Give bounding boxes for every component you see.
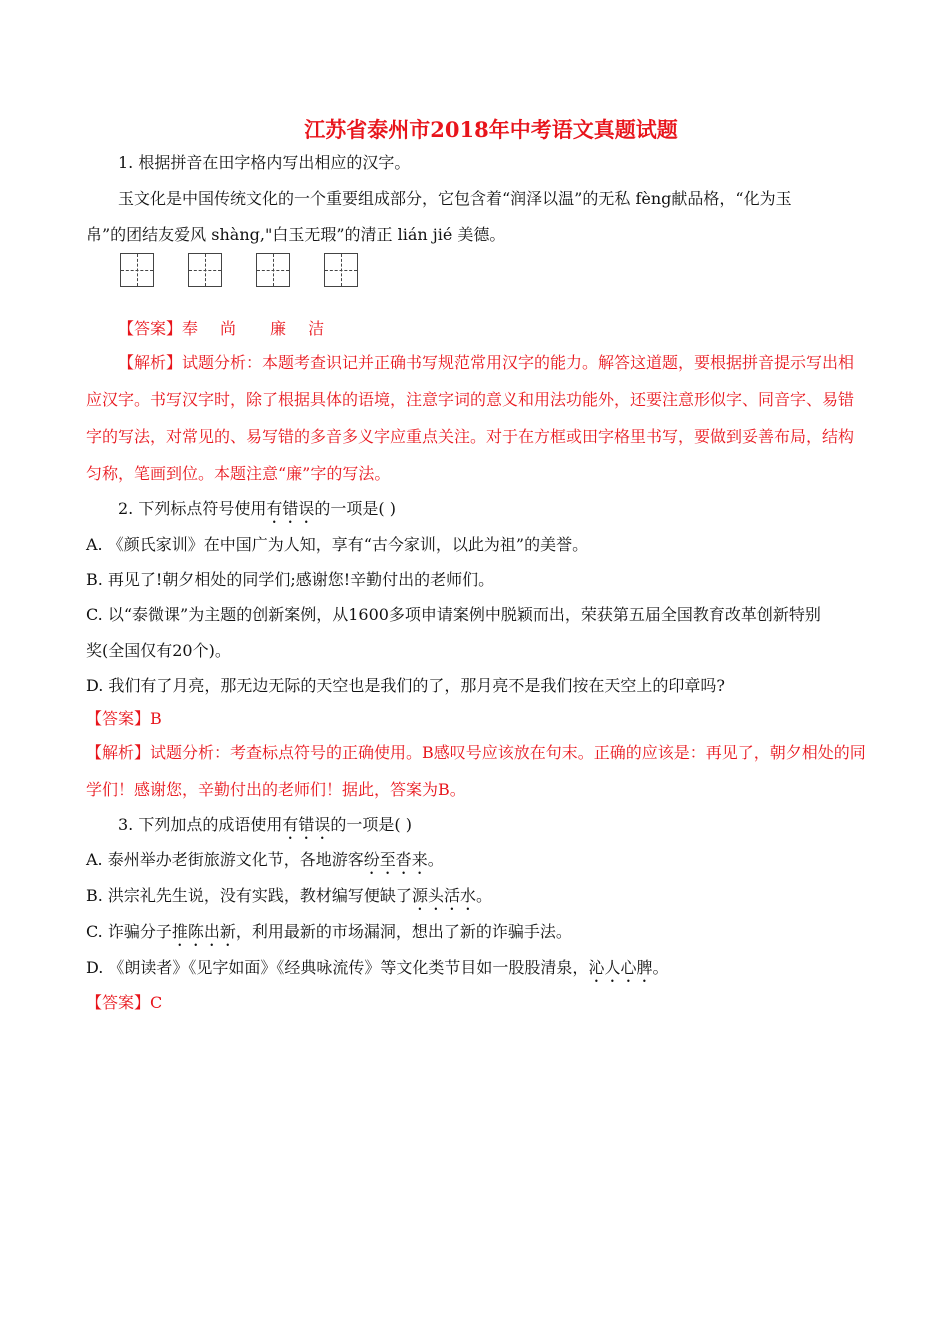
q3-option-a: A. 泰州举办老街旅游文化节，各地游客纷至沓来。: [86, 850, 444, 869]
q2-analysis-line1: 【解析】试题分析：考查标点符号的正确使用。B感叹号应该放在句末。正确的应该是：再见了，朝夕相处的同: [86, 743, 866, 762]
q2-option-d: D. 我们有了月亮，那无边无际的天空也是我们的了，那月亮不是我们按在天空上的印章吗?: [86, 676, 726, 695]
q1-text-line2: 帛”的团结友爱风 shàng,"白玉无瑕”的清正 lián jié 美德。: [86, 225, 506, 244]
q1-analysis-line3: 字的写法，对常见的、易写错的多音多义字应重点关注。对于在方框或田字格里书写，要做到妥善布局，结构: [86, 427, 855, 446]
q2-option-c-line2: 奖(全国仅有20个)。: [86, 641, 231, 660]
q3-idiom-b: 源头活水: [411, 886, 476, 905]
q3-idiom-d: 沁人心脾: [588, 958, 653, 977]
q2-emphasis: 有错误: [266, 499, 315, 518]
tianzi-grid-3: [256, 253, 290, 287]
tianzi-grid-1: [120, 253, 154, 287]
q1-analysis-line4: 匀称，笔画到位。本题注意“廉”字的写法。: [86, 464, 391, 483]
q1-answer-char-1: 奉: [182, 319, 199, 338]
q1-answer: [118, 318, 324, 340]
q2-option-c-line1: C. 以“泰微课”为主题的创新案例，从1600多项申请案例中脱颖而出，荣获第五届全国教育改革创新特别: [86, 605, 821, 624]
q3-idiom-c: 推陈出新: [171, 922, 236, 941]
q3-idiom-a: 纷至沓来: [363, 850, 428, 869]
q1-answer-char-2: 尚: [220, 319, 237, 338]
tianzi-grid-2: [188, 253, 222, 287]
q1-text-line1: 玉文化是中国传统文化的一个重要组成部分，它包含着“润泽以温”的无私 fèng献品格，“化为玉: [118, 189, 792, 208]
q1-question: 1. 根据拼音在田字格内写出相应的汉字。: [118, 153, 411, 172]
q2-analysis-line2: 学们！感谢您，辛勤付出的老师们！据此，答案为B。: [86, 780, 466, 799]
q2-question: 2. 下列标点符号使用有错误的一项是( ): [118, 499, 396, 518]
tianzi-grid-4: [324, 253, 358, 287]
q3-option-c: C. 诈骗分子推陈出新，利用最新的市场漏洞，想出了新的诈骗手法。: [86, 922, 572, 941]
q3-question: 3. 下列加点的成语使用有错误的一项是( ): [118, 815, 412, 834]
q1-answer-label: 【答案】: [118, 319, 183, 338]
q1-analysis-line2: 应汉字。书写汉字时，除了根据具体的语境，注意字词的意义和用法功能外，还要注意形似字、同音字、易错: [86, 390, 855, 409]
q3-option-b: B. 洪宗礼先生说，没有实践，教材编写便缺了源头活水。: [86, 886, 492, 905]
q3-answer: 【答案】C: [86, 993, 163, 1012]
q3-emphasis: 有错误: [282, 815, 331, 834]
q2-option-a: A. 《颜氏家训》在中国广为人知，享有“古今家训，以此为祖”的美誉。: [86, 535, 589, 554]
q1-answer-char-4: 洁: [308, 319, 325, 338]
q1-answer-char-3: 廉: [270, 319, 287, 338]
q2-analysis-label: 【解析】: [86, 743, 151, 762]
page-title: 江苏省泰州市2018年中考语文真题试题: [304, 117, 678, 142]
q2-answer-value: B: [150, 709, 162, 728]
q1-analysis-line1: 【解析】试题分析：本题考查识记并正确书写规范常用汉字的能力。解答这道题，要根据拼音提示写出相: [118, 353, 855, 372]
q1-analysis-label: 【解析】: [118, 353, 183, 372]
q3-answer-value: C: [150, 993, 163, 1012]
q3-option-d: D. 《朗读者》《见字如面》《经典咏流传》等文化类节目如一股股清泉，沁人心脾。: [86, 958, 669, 977]
q2-answer: 【答案】B: [86, 709, 162, 728]
q2-option-b: B. 再见了!朝夕相处的同学们;感谢您!辛勤付出的老师们。: [86, 570, 495, 589]
